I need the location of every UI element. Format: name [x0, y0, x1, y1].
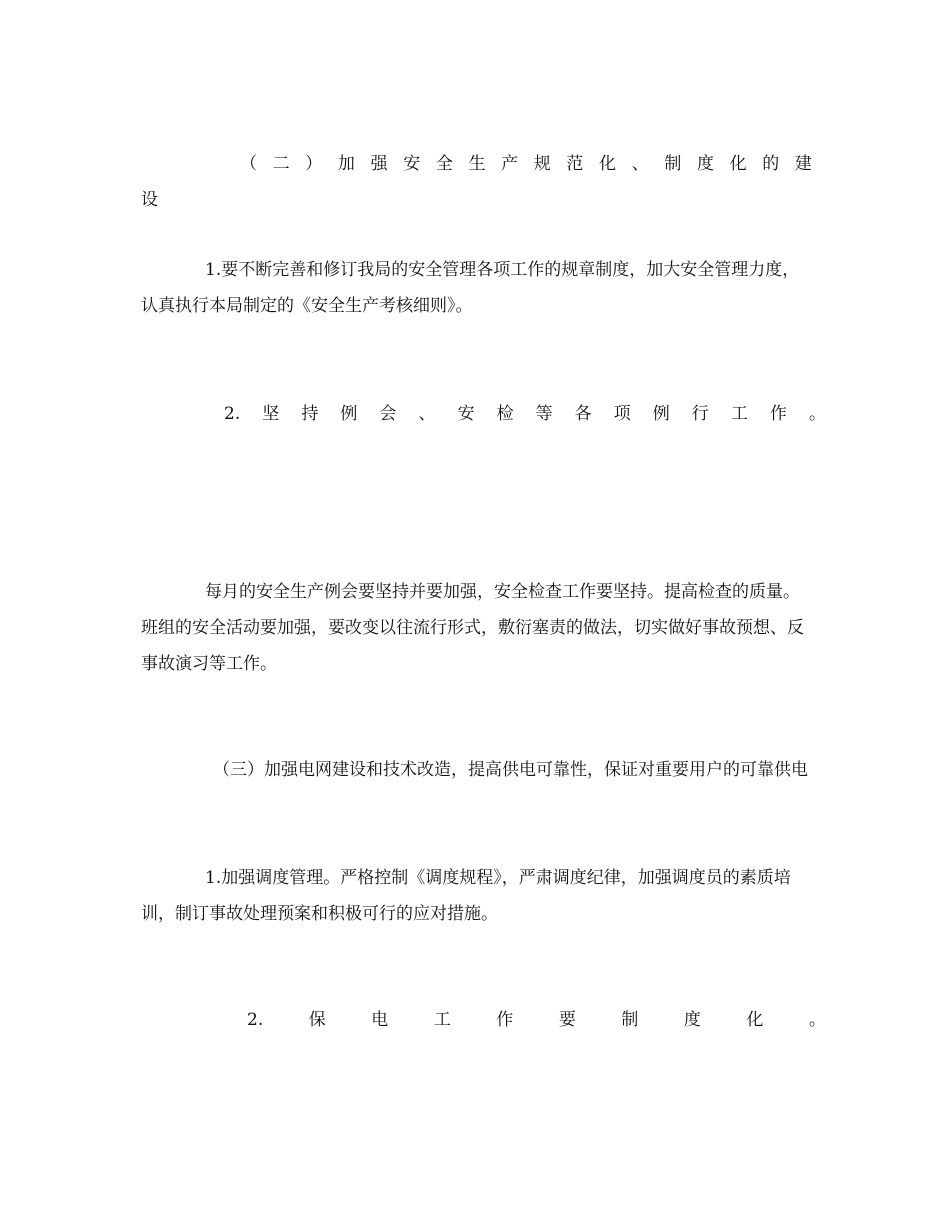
spread-char: 度 [696, 154, 714, 174]
paragraph-4: 1.加强调度管理。严格控制《调度规程》，严肃调度纪律，加强调度员的素质培训，制订事故处理预案和积极可行的应对措施。 [141, 868, 791, 924]
spread-char: 会 [379, 404, 397, 424]
spread-char: 化 [729, 154, 747, 174]
item-2-baodian-line [247, 1002, 826, 1038]
spread-char: 化 [746, 1010, 764, 1030]
spread-char: 制 [621, 1010, 639, 1030]
spread-char: 要 [558, 1010, 576, 1030]
paragraph-3: 每月的安全生产例会要坚持并要加强，安全检查工作要坚持。提高检查的质量。班组的安全活动要加强，要改变以往流行形式，敷衍塞责的做法，切实做好事故预想、反事故演习等工作。 [141, 582, 804, 674]
spread-char: 产 [501, 154, 519, 174]
spread-char: 、 [418, 404, 436, 424]
spread-char: 强 [370, 154, 388, 174]
spread-char: 建 [794, 154, 812, 174]
spread-char: 行 [691, 404, 709, 424]
spread-char: 例 [340, 404, 358, 424]
spread-char: 。 [808, 404, 826, 424]
spread-char: 、 [631, 154, 649, 174]
spread-char: 化 [599, 154, 617, 174]
section-heading-2 [240, 146, 812, 182]
spread-char: 规 [533, 154, 551, 174]
section-heading-3: （三）加强电网建设和技术改造，提高供电可靠性，保证对重要用户的可靠供电 [213, 760, 808, 780]
spread-char: 二 [272, 154, 290, 174]
spread-char: 制 [664, 154, 682, 174]
spread-char: 全 [435, 154, 453, 174]
spread-char: 持 [301, 404, 319, 424]
spread-char: 的 [762, 154, 780, 174]
spread-char: 2. [224, 404, 241, 424]
spread-char: 。 [808, 1010, 826, 1030]
spread-char: 各 [574, 404, 592, 424]
spread-char: ） [305, 154, 323, 174]
spread-char: 生 [468, 154, 486, 174]
spread-char: 等 [535, 404, 553, 424]
spread-char: 例 [652, 404, 670, 424]
spread-char: 电 [371, 1010, 389, 1030]
spread-char: 作 [769, 404, 787, 424]
item-2-line [224, 396, 826, 432]
spread-char: 项 [613, 404, 631, 424]
spread-char: 工 [730, 404, 748, 424]
spread-char: 加 [337, 154, 355, 174]
spread-char: 工 [433, 1010, 451, 1030]
spread-char: 范 [566, 154, 584, 174]
spread-char: 2. [247, 1010, 264, 1030]
spread-char: 安 [403, 154, 421, 174]
spread-char: 作 [496, 1010, 514, 1030]
spread-char: 保 [308, 1010, 326, 1030]
spread-char: （ [240, 154, 257, 174]
paragraph-1: 1.要不断完善和修订我局的安全管理各项工作的规章制度，加大安全管理力度，认真执行本局制定的《安全生产考核细则》。 [141, 260, 800, 316]
spread-char: 坚 [262, 404, 280, 424]
spread-char: 检 [496, 404, 514, 424]
spread-char: 度 [683, 1010, 701, 1030]
spread-char: 安 [457, 404, 475, 424]
section-heading-2-continuation: 设 [141, 190, 158, 210]
